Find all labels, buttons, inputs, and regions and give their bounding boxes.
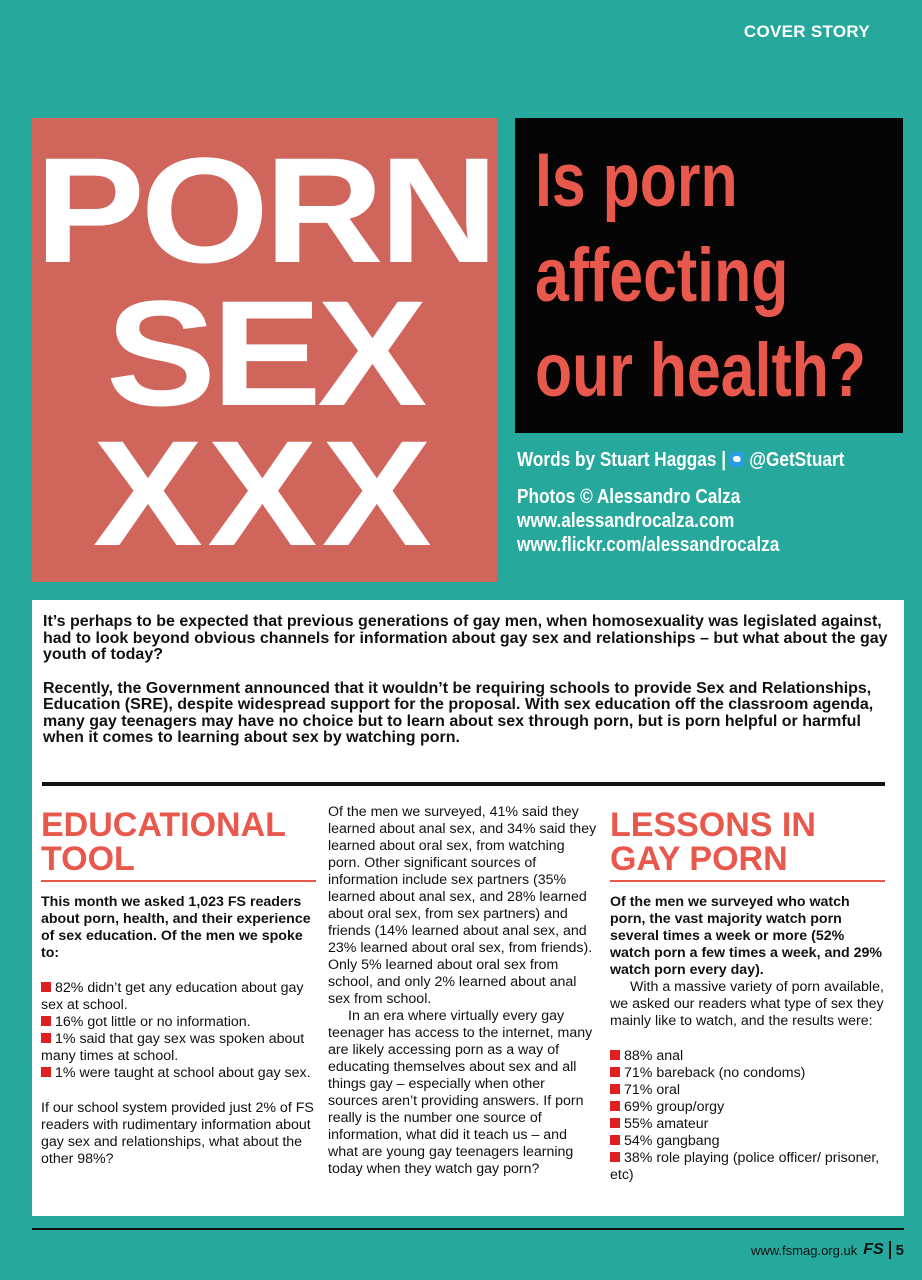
list-item [610, 1065, 885, 1082]
list-item-text: 1% said that gay sex was spoken about many times at school. [41, 1031, 305, 1064]
column-educational-tool [41, 798, 316, 1168]
bullet-square-icon [610, 1118, 620, 1128]
photographer-website-link[interactable]: www.alessandrocalza.com [517, 510, 735, 532]
list-item [610, 1048, 885, 1065]
byline [517, 448, 844, 472]
section-heading [41, 808, 316, 876]
list-item [41, 1014, 316, 1031]
headline-line: Is porn [535, 138, 738, 223]
bullet-square-icon [610, 1050, 620, 1060]
intro [43, 614, 893, 764]
lead-paragraph: This month we asked 1,023 FS readers about porn, health, and their experience of sex education. Of the men we spoke to: [41, 894, 311, 961]
article-credits [517, 448, 844, 557]
footer-separator [889, 1241, 891, 1259]
bullet-square-icon [610, 1067, 620, 1077]
list-item-text: 71% bareback (no condoms) [624, 1065, 806, 1081]
list-item-text: 55% amateur [624, 1116, 709, 1132]
list-item [610, 1099, 885, 1116]
bullet-square-icon [41, 982, 51, 992]
bullet-square-icon [610, 1084, 620, 1094]
cover-word-porn: PORN [34, 126, 495, 294]
list-item [41, 980, 316, 1014]
column-middle [328, 804, 598, 1178]
cover-word-block [32, 118, 497, 582]
bullet-square-icon [610, 1135, 620, 1145]
footer-url[interactable]: www.fsmag.org.uk [751, 1242, 858, 1258]
heading-line: TOOL [41, 840, 135, 878]
headline-line: our health? [535, 328, 867, 413]
bullet-square-icon [41, 1067, 51, 1077]
photo-credit: Photos © Alessandro Calza [517, 486, 741, 508]
section-heading [610, 808, 885, 876]
bullet-square-icon [41, 1016, 51, 1026]
lead-paragraph: Of the men we surveyed who watch porn, the vast majority watch porn several times a week or more (52% watch porn a few times a week, and 29% watch porn every day). [610, 894, 883, 978]
intro-paragraph: Recently, the Government announced that it wouldn’t be requiring schools to provide Sex and Relationships, Education (SRE), despite widespread support for the proposal. With sex education off the classroom agenda, many gay teenagers may have no choice but to learn about sex through porn, but is porn helpful or harmful when it comes to learning about sex by watching porn. [43, 679, 874, 746]
photographer-flickr-link[interactable]: www.flickr.com/alessandrocalza [517, 534, 780, 556]
body-paragraph: Of the men we surveyed, 41% said they learned about anal sex, and 34% said they learned about oral sex, from watching porn. Other significant sources of information include sex partners (35% learned about anal sex, and 28% learned about oral sex, from sex partners) and friends (14% learned about anal sex, and 23% learned about oral sex, from friends). Only 5% learned about oral sex from school, and only 2% learned about anal sex from school. [328, 804, 597, 1007]
list-item-text: 54% gangbang [624, 1133, 720, 1149]
heading-line: EDUCATIONAL [41, 806, 286, 844]
body-paragraph: In an era where virtually every gay teenager has access to the internet, many are likely accessing porn as a way of educating themselves about sex and all things gay – especially when other sources aren’t providing answers. If porn really is the number one source of information, what did it teach us – and what are young gay teenagers learning today when they watch gay porn? [328, 1008, 593, 1177]
headline-line: affecting [535, 233, 789, 318]
author-credit: Words by Stuart Haggas | [517, 449, 727, 471]
article-panel [32, 600, 904, 1216]
heading-line: GAY PORN [610, 840, 788, 878]
page-footer [751, 1241, 904, 1259]
footer-divider [32, 1228, 904, 1230]
column-lessons-in-gay-porn [610, 798, 885, 1202]
list-item [610, 1150, 885, 1184]
list-item-text: 38% role playing (police officer/ prisoner, etc) [610, 1150, 880, 1183]
list-item [610, 1116, 885, 1133]
heading-line: LESSONS IN [610, 806, 816, 844]
bullet-square-icon [610, 1152, 620, 1162]
body-paragraph: With a massive variety of porn available, we asked our readers what type of sex they mainly like to watch, and the results were: [610, 979, 884, 1029]
heading-underline [41, 880, 316, 882]
survey-results-list [41, 980, 316, 1082]
heading-underline [610, 880, 885, 882]
page-number: 5 [895, 1241, 904, 1259]
body-paragraph: If our school system provided just 2% of FS readers with rudimentary information about gay sex and relationships, what about the other 98%? [41, 1100, 314, 1167]
twitter-icon [729, 452, 744, 467]
list-item-text: 71% oral [624, 1082, 680, 1098]
section-label: COVER STORY [743, 22, 870, 41]
list-item [610, 1133, 885, 1150]
list-item [610, 1082, 885, 1099]
intro-paragraph: It’s perhaps to be expected that previous generations of gay men, when homosexuality was legislated against, had to look beyond obvious channels for information about gay sex and relationships – but what about the gay youth of today? [43, 613, 888, 663]
list-item [41, 1065, 316, 1082]
list-item-text: 69% group/orgy [624, 1099, 725, 1115]
cover-word-sex: SEX [106, 269, 423, 437]
fs-logo: FS [863, 1241, 884, 1258]
bullet-square-icon [41, 1033, 51, 1043]
headline-block [515, 118, 903, 433]
cover-word-xxx: XXX [92, 409, 437, 577]
article-headline [535, 133, 866, 418]
list-item-text: 16% got little or no information. [55, 1014, 251, 1030]
list-item-text: 88% anal [624, 1048, 684, 1064]
section-divider [42, 782, 885, 786]
bullet-square-icon [610, 1101, 620, 1111]
list-item [41, 1031, 316, 1065]
list-item-text: 1% were taught at school about gay sex. [55, 1065, 311, 1081]
twitter-handle[interactable]: @GetStuart [749, 449, 845, 471]
preferences-list [610, 1048, 885, 1184]
list-item-text: 82% didn’t get any education about gay sex at school. [41, 980, 304, 1013]
